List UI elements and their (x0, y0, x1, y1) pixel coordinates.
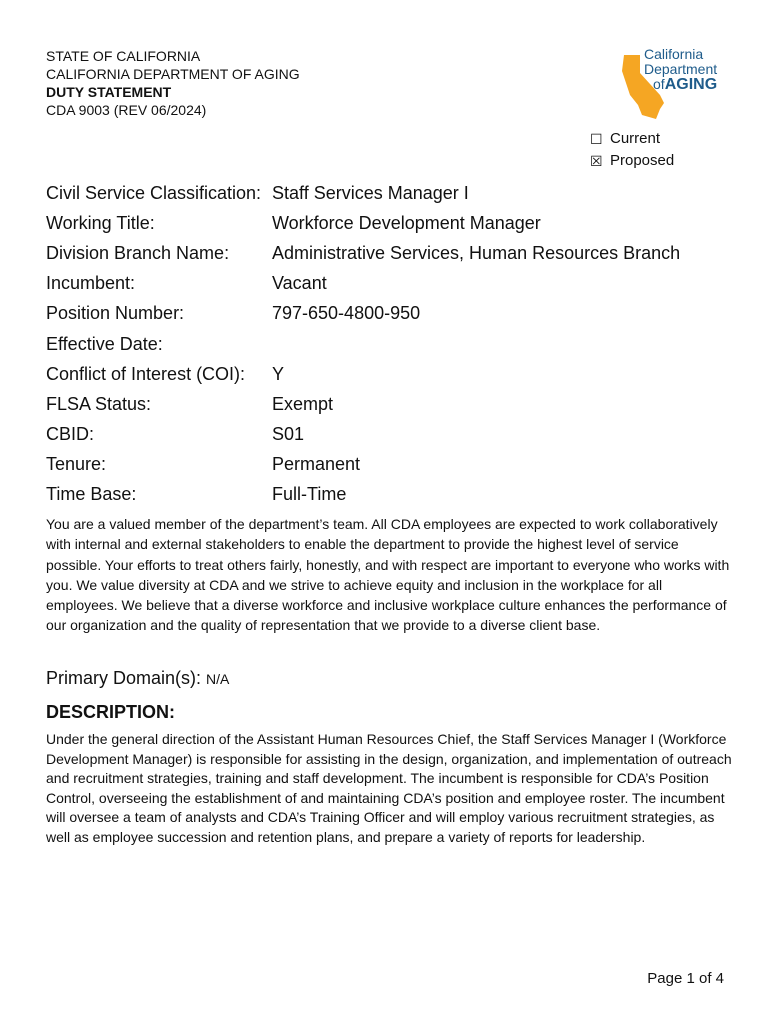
field-value: S01 (272, 424, 305, 445)
document-header (46, 47, 300, 119)
current-checkbox-row[interactable] (590, 128, 674, 150)
header-state: STATE OF CALIFORNIA (46, 48, 201, 64)
field-label: Working Title: (46, 212, 155, 233)
field-row (46, 480, 680, 510)
logo-aging: AGING (664, 76, 718, 93)
current-label: Current (610, 130, 661, 147)
status-checkboxes (590, 128, 674, 172)
field-value: 797-650-4800-950 (272, 303, 421, 324)
page-number: Page 1 of 4 (647, 970, 724, 987)
field-label: FLSA Status: (46, 393, 152, 414)
field-row (46, 178, 680, 208)
field-value: Staff Services Manager I (272, 182, 469, 203)
proposed-checkbox-row[interactable] (590, 150, 674, 172)
field-row (46, 389, 680, 419)
field-value: Permanent (272, 454, 361, 475)
field-value: Full-Time (272, 484, 347, 505)
field-row (46, 299, 680, 329)
primary-domain-value: N/A (206, 671, 230, 687)
field-label: Incumbent: (46, 273, 136, 294)
field-row (46, 359, 680, 389)
position-fields (46, 178, 680, 510)
header-doc-title: DUTY STATEMENT (46, 84, 172, 100)
field-label: Effective Date: (46, 333, 163, 354)
logo-line-california: California (644, 46, 704, 62)
field-row (46, 329, 680, 359)
logo-line-aging (644, 77, 717, 92)
field-value: Workforce Development Manager (272, 212, 541, 233)
field-label: Civil Service Classification: (46, 182, 262, 203)
field-row (46, 269, 680, 299)
header-form-number: CDA 9003 (REV 06/2024) (46, 102, 207, 118)
description-heading: DESCRIPTION: (46, 702, 176, 722)
checked-box-icon[interactable]: ☒ (590, 153, 603, 169)
field-value: Vacant (272, 273, 327, 294)
cda-logo (620, 47, 732, 115)
field-label: CBID: (46, 424, 95, 445)
logo-of: of (653, 76, 665, 92)
unchecked-box-icon[interactable]: ☐ (590, 131, 603, 147)
description-paragraph: Under the general direction of the Assistant Human Resources Chief, the Staff Services Manager I (Workforce Development Manager) is responsible for assisting in the design, organization, and implementation of outreach and recruitment strategies, training and staff development. The incumbent is responsible for CDA’s Position Control, overseeing the establishment of and maintaining CDA’s position and employee roster. The incumbent will oversee a team of analysts and CDA’s Training Officer and will employ various recruitment strategies, as well as employee succession and retention plans, and prepare a variety of reports for leadership. (46, 731, 732, 845)
primary-domain (46, 668, 229, 689)
field-value: Y (272, 363, 285, 384)
field-value: Administrative Services, Human Resources Branch (272, 242, 681, 263)
field-value: Exempt (272, 393, 334, 414)
logo-line-department: Department (644, 61, 718, 77)
primary-domain-label: Primary Domain(s): (46, 668, 202, 688)
field-label: Conflict of Interest (COI): (46, 363, 246, 384)
field-row (46, 208, 680, 238)
field-row (46, 238, 680, 268)
field-row (46, 450, 680, 480)
field-label: Tenure: (46, 454, 107, 475)
field-label: Time Base: (46, 484, 137, 505)
field-label: Position Number: (46, 303, 185, 324)
header-department: CALIFORNIA DEPARTMENT OF AGING (46, 66, 300, 82)
field-row (46, 420, 680, 450)
intro-paragraph: You are a valued member of the department’s team. All CDA employees are expected to work collaboratively with internal and external stakeholders to enable the department to provide the highest level of service possible. Your efforts to treat others fairly, honestly, and with respect are important to everyone who works with you. We value diversity at CDA and we strive to achieve equity and inclusion in the workplace for all employees. We believe that a diverse workforce and inclusive workplace culture enhances the performance of our organization and the quality of representation that we provide to a diverse client base. (46, 516, 730, 634)
logo-text (644, 47, 717, 92)
field-label: Division Branch Name: (46, 242, 230, 263)
proposed-label: Proposed (610, 152, 675, 169)
